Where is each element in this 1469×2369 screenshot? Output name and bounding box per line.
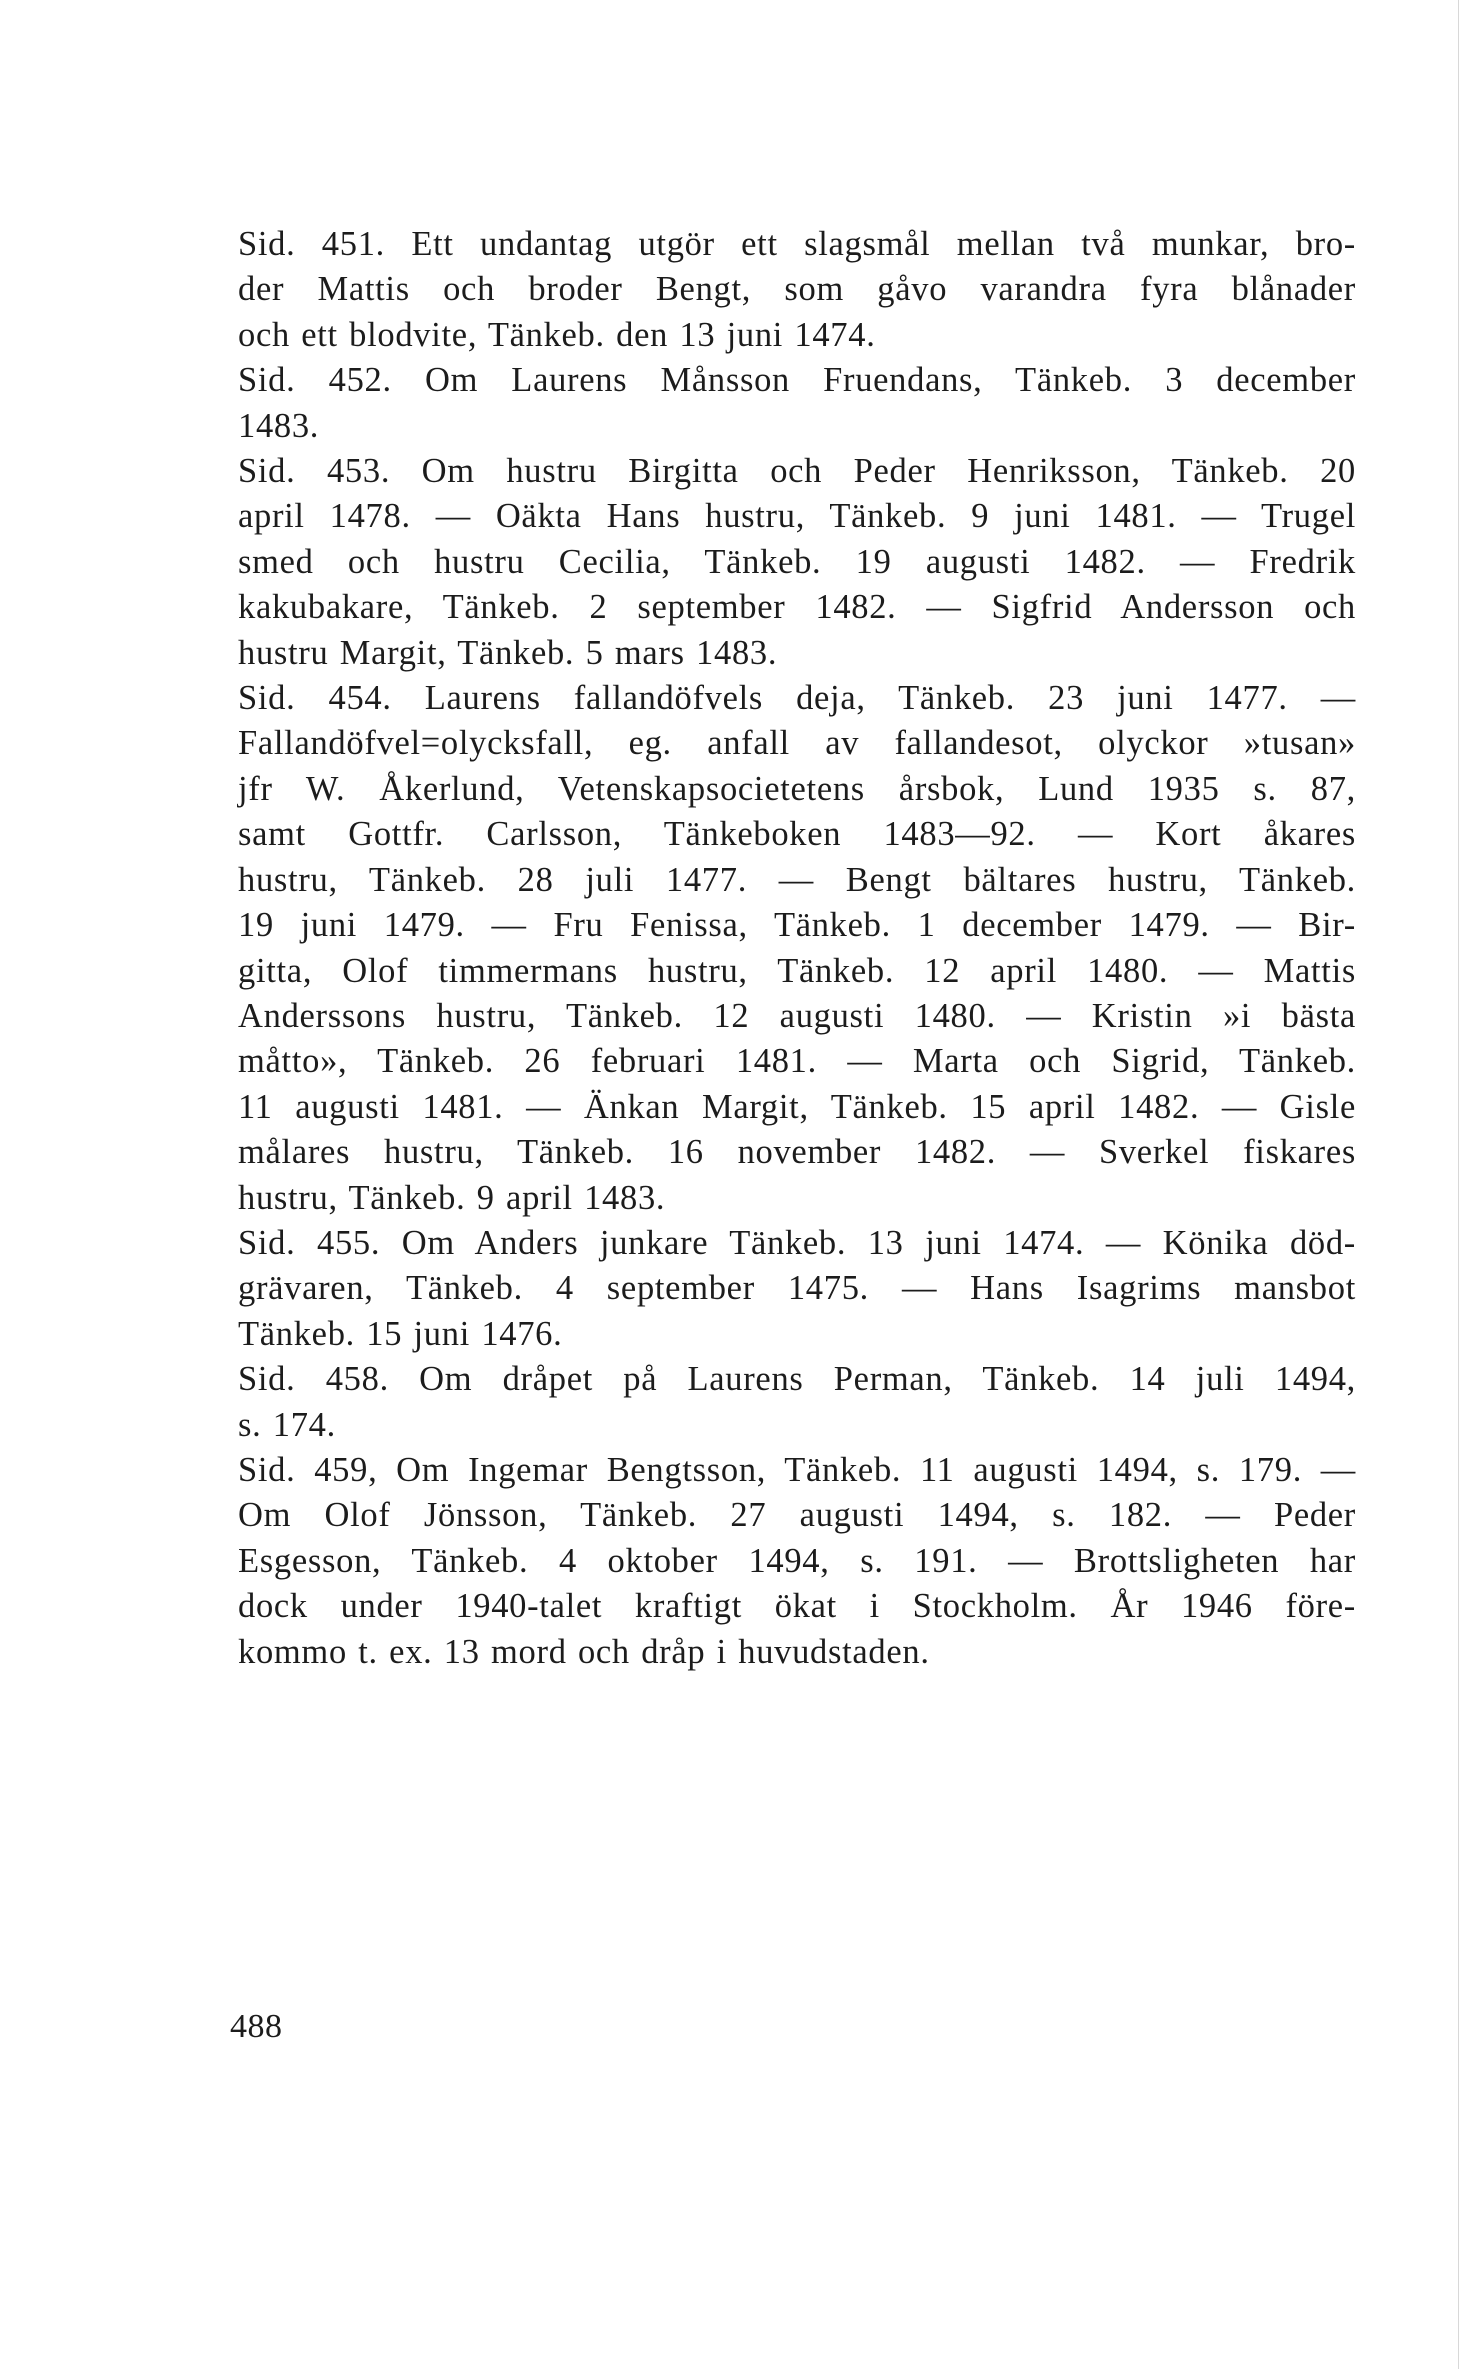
text-line: smed och hustru Cecilia, Tänkeb. 19 augusti 1482. — Fredrik — [238, 542, 1356, 581]
text-line: målares hustru, Tänkeb. 16 november 1482. — Sverkel fiskares — [238, 1133, 1356, 1172]
text-line: Sid. 455. Om Anders junkare Tänkeb. 13 juni 1474. — Könika död- — [238, 1223, 1356, 1262]
text-line: hustru, Tänkeb. 9 april 1483. — [238, 1178, 666, 1217]
text-line: Sid. 458. Om dråpet på Laurens Perman, Tänkeb. 14 juli 1494, — [238, 1360, 1356, 1399]
text-line: der Mattis och broder Bengt, som gåvo varandra fyra blånader — [238, 270, 1356, 309]
text-line: Sid. 451. Ett undantag utgör ett slagsmål mellan två munkar, bro- — [238, 225, 1356, 263]
text-line: grävaren, Tänkeb. 4 september 1475. — Hans Isagrims mansbot — [238, 1269, 1356, 1308]
text-line: jfr W. Åkerlund, Vetenskapsocietetens årsbok, Lund 1935 s. 87, — [238, 769, 1356, 808]
text-line: hustru, Tänkeb. 28 juli 1477. — Bengt bältares hustru, Tänkeb. — [238, 860, 1356, 899]
page-edge — [1458, 0, 1459, 2369]
text-line: kommo t. ex. 13 mord och dråp i huvudstaden. — [238, 1632, 930, 1671]
text-line: 19 juni 1479. — Fru Fenissa, Tänkeb. 1 december 1479. — Bir- — [238, 906, 1356, 945]
text-line: Sid. 453. Om hustru Birgitta och Peder Henriksson, Tänkeb. 20 — [238, 452, 1356, 491]
text-line: s. 174. — [238, 1405, 336, 1444]
text-line: och ett blodvite, Tänkeb. den 13 juni 1474. — [238, 315, 876, 354]
text-line: Anderssons hustru, Tänkeb. 12 augusti 1480. — Kristin »i bästa — [238, 996, 1356, 1035]
text-line: samt Gottfr. Carlsson, Tänkeboken 1483—92. — Kort åkares — [238, 815, 1356, 854]
text-line: dock under 1940-talet kraftigt ökat i Stockholm. År 1946 före- — [238, 1587, 1356, 1626]
text-line: hustru Margit, Tänkeb. 5 mars 1483. — [238, 633, 778, 672]
text-line: Fallandöfvel=olycksfall, eg. anfall av fallandesot, olyckor »tusan» — [238, 724, 1356, 763]
text-line: 1483. — [238, 406, 320, 445]
text-line: Sid. 452. Om Laurens Månsson Fruendans, Tänkeb. 3 december — [238, 361, 1356, 400]
text-line: Sid. 454. Laurens fallandöfvels deja, Tänkeb. 23 juni 1477. — — [238, 679, 1356, 718]
text-line: Esgesson, Tänkeb. 4 oktober 1494, s. 191. — Brottsligheten har — [238, 1541, 1356, 1580]
text-line: Tänkeb. 15 juni 1476. — [238, 1314, 563, 1353]
text-line: Om Olof Jönsson, Tänkeb. 27 augusti 1494, s. 182. — Peder — [238, 1496, 1356, 1535]
body-text — [238, 222, 1356, 1675]
text-line: måtto», Tänkeb. 26 februari 1481. — Marta och Sigrid, Tänkeb. — [238, 1042, 1356, 1081]
text-line: kakubakare, Tänkeb. 2 september 1482. — Sigfrid Andersson och — [238, 588, 1356, 627]
page-number: 488 — [230, 2008, 283, 2045]
text-line: gitta, Olof timmermans hustru, Tänkeb. 12 april 1480. — Mattis — [238, 951, 1356, 990]
text-line: 11 augusti 1481. — Änkan Margit, Tänkeb. 15 april 1482. — Gisle — [238, 1087, 1356, 1126]
text-line: Sid. 459, Om Ingemar Bengtsson, Tänkeb. 11 augusti 1494, s. 179. — — [238, 1450, 1356, 1489]
text-line: april 1478. — Oäkta Hans hustru, Tänkeb. 9 juni 1481. — Trugel — [238, 497, 1356, 536]
